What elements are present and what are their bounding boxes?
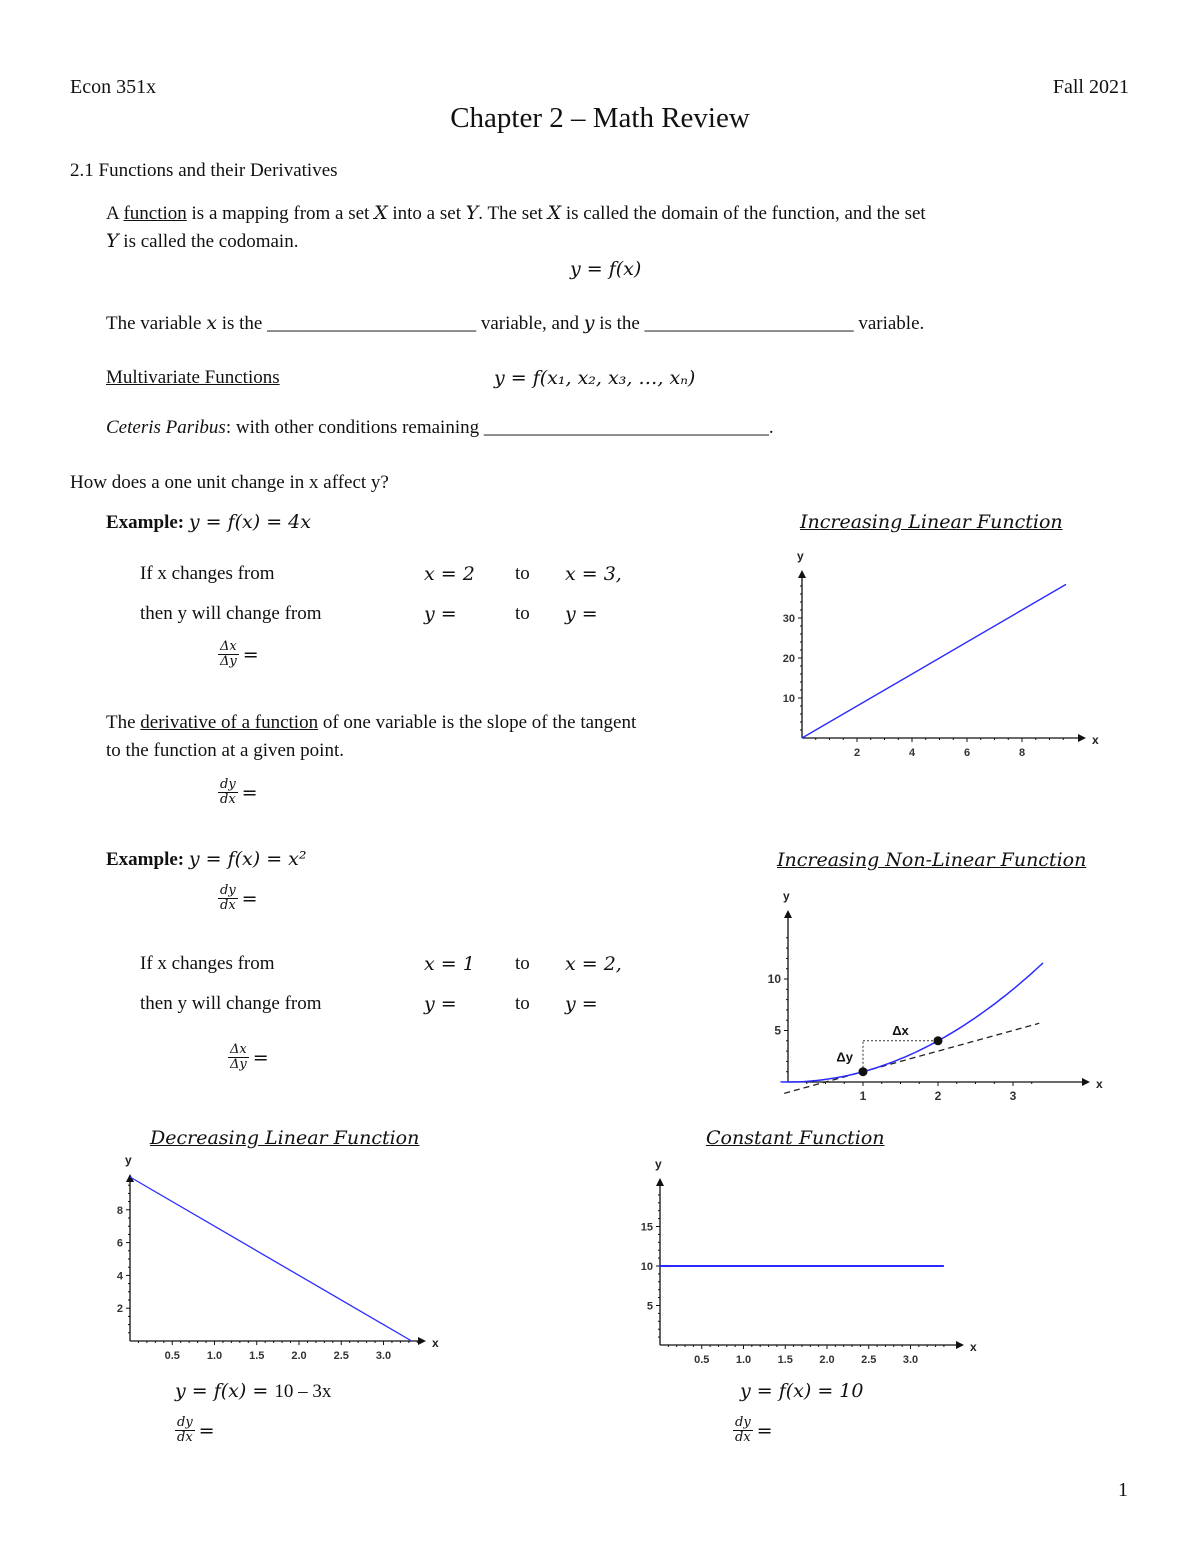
example1-row2-text: then y will change from (140, 603, 322, 624)
c1-series-line (802, 584, 1066, 738)
c2-y-arrow (784, 910, 792, 918)
c4-x-tick-label: 2.0 (819, 1354, 835, 1366)
c2-y-label: y (783, 889, 790, 903)
chart3-title: Decreasing Linear Function (150, 1127, 420, 1149)
c3-x-tick-label: 2.0 (291, 1350, 307, 1362)
decreasing-equation: y = f(x) = 10 – 3x (175, 1380, 332, 1402)
c4-x-tick-label: 3.0 (902, 1354, 919, 1366)
example1-heading: Example: y = f(x) = 4x (106, 511, 311, 533)
page-number: 1 (1118, 1479, 1128, 1501)
chart2-title: Increasing Non-Linear Function (777, 849, 1087, 871)
c4-x-tick-label: 1.0 (735, 1354, 752, 1366)
c3-series-line (130, 1177, 412, 1341)
c1-x-tick-label: 8 (1018, 747, 1026, 759)
example2-derivative-fraction: $\frac{dy}{dx}$ = (220, 883, 258, 914)
derivative-definition: The derivative of a function of one variable is the slope of the tangent (106, 712, 637, 733)
example1-row1-text: If x changes from (140, 563, 275, 584)
c3-x-arrow (418, 1337, 426, 1345)
example2-row2-a: y = (424, 993, 457, 1015)
example2-delta-fraction: $\frac{\Delta x}{\Delta y}$ = (230, 1042, 269, 1073)
multivariate-label: Multivariate Functions (106, 367, 280, 388)
example2-row2-b: y = (565, 993, 598, 1015)
c2-tangent-line (784, 1023, 1039, 1093)
ceteris-paribus: Ceteris Paribus: with other conditions remaining ______________________________. (106, 417, 774, 438)
c4-y-label: y (655, 1157, 662, 1171)
c2-delta-x-label: Δx (892, 1022, 909, 1038)
c1-x-label: x (1092, 733, 1099, 747)
c4-y-tick-label: 10 (640, 1261, 653, 1273)
example1-row1-to: to (515, 563, 530, 584)
derivative-definition-line2: to the function at a given point. (106, 740, 344, 761)
c3-x-tick-label: 3.0 (375, 1350, 392, 1362)
example1-delta-fraction: $\frac{\Delta x}{\Delta y}$ = (220, 639, 259, 670)
c4-x-tick-label: 2.5 (861, 1354, 877, 1366)
c4-x-label: x (970, 1340, 977, 1354)
example1-row2-a: y = (424, 603, 457, 625)
c2-y-tick-label: 5 (774, 1023, 781, 1038)
decreasing-linear-chart (100, 1148, 445, 1363)
c2-x-label: x (1096, 1077, 1103, 1091)
c2-point-2 (934, 1036, 943, 1045)
example1-row2-b: y = (565, 603, 598, 625)
c4-x-tick-label: 0.5 (694, 1354, 710, 1366)
derivative-term: derivative of a function (140, 712, 319, 733)
function-definition: A function is a mapping from a set X into a set Y. The set X is called the domain of the function, and the set (106, 202, 926, 224)
c2-y-tick-label: 10 (767, 972, 781, 986)
c1-x-arrow (1078, 734, 1086, 742)
c3-y-tick-label: 2 (116, 1303, 123, 1316)
example2-row2-text: then y will change from (140, 993, 322, 1014)
c2-x-tick-label: 3 (1009, 1089, 1017, 1103)
c2-series-curve (781, 963, 1044, 1082)
c4-x-tick-label: 1.5 (777, 1354, 793, 1366)
increasing-nonlinear-chart (750, 878, 1120, 1108)
chart4-title: Constant Function (706, 1127, 885, 1149)
example2-row1-a: x = 1 (424, 953, 475, 975)
main-equation: y = f(x) (570, 258, 642, 280)
example2-row1-to: to (515, 953, 530, 974)
c3-y-label: y (125, 1153, 132, 1167)
c4-x-arrow (956, 1341, 964, 1349)
c3-y-tick-label: 4 (116, 1270, 123, 1283)
c3-x-tick-label: 1.5 (249, 1350, 265, 1362)
example2-heading: Example: y = f(x) = x² (106, 848, 307, 870)
function-term: function (123, 203, 187, 224)
c3-x-tick-label: 2.5 (333, 1350, 349, 1362)
constant-chart (630, 1148, 985, 1373)
page-title: Chapter 2 – Math Review (450, 102, 750, 134)
increasing-linear-chart (770, 540, 1110, 765)
c1-x-tick-label: 2 (853, 747, 861, 759)
c3-y-tick-label: 8 (116, 1204, 123, 1217)
constant-equation: y = f(x) = 10 (740, 1380, 864, 1402)
c1-x-tick-label: 6 (963, 747, 971, 759)
c3-x-label: x (432, 1336, 439, 1350)
example1-row1-b: x = 3, (565, 563, 622, 585)
decreasing-derivative-fraction: $\frac{dy}{dx}$ = (177, 1415, 215, 1446)
term-label: Fall 2021 (1052, 76, 1129, 98)
c1-x-tick-label: 4 (908, 747, 916, 759)
variable-sentence: The variable x is the ______________________ variable, and y is the ______________________ variable. (106, 312, 925, 334)
c1-y-tick-label: 10 (782, 693, 795, 705)
derivative-fraction: $\frac{dy}{dx}$ = (220, 777, 258, 808)
c3-x-tick-label: 1.0 (206, 1350, 223, 1362)
c2-x-tick-label: 1 (859, 1089, 867, 1103)
example2-row1-text: If x changes from (140, 953, 275, 974)
c4-y-tick-label: 5 (646, 1300, 653, 1313)
example1-row1-a: x = 2 (424, 563, 475, 585)
constant-derivative-fraction: $\frac{dy}{dx}$ = (735, 1415, 773, 1446)
course-label: Econ 351x (70, 76, 157, 98)
chart1-title: Increasing Linear Function (800, 511, 1063, 533)
c1-y-tick-label: 20 (782, 653, 795, 665)
example1-row2-to: to (515, 603, 530, 624)
c3-x-tick-label: 0.5 (164, 1350, 180, 1362)
function-definition-line2: Y is called the codomain. (106, 230, 299, 252)
c1-y-arrow (798, 570, 806, 578)
c4-y-tick-label: 15 (640, 1221, 653, 1234)
c1-y-label: y (797, 549, 804, 563)
example2-row1-b: x = 2, (565, 953, 622, 975)
example2-row2-to: to (515, 993, 530, 1014)
c2-x-tick-label: 2 (934, 1089, 942, 1103)
question: How does a one unit change in x affect y? (70, 472, 389, 493)
section-heading: 2.1 Functions and their Derivatives (70, 160, 338, 181)
c3-y-tick-label: 6 (116, 1237, 123, 1250)
c1-y-tick-label: 30 (782, 613, 795, 625)
c2-delta-y-label: Δy (836, 1049, 853, 1065)
c4-y-arrow (656, 1178, 664, 1186)
c2-x-arrow (1082, 1078, 1090, 1086)
multivariate-equation: y = f(x₁, x₂, x₃, …, xₙ) (494, 367, 696, 389)
c2-point-1 (859, 1067, 868, 1076)
